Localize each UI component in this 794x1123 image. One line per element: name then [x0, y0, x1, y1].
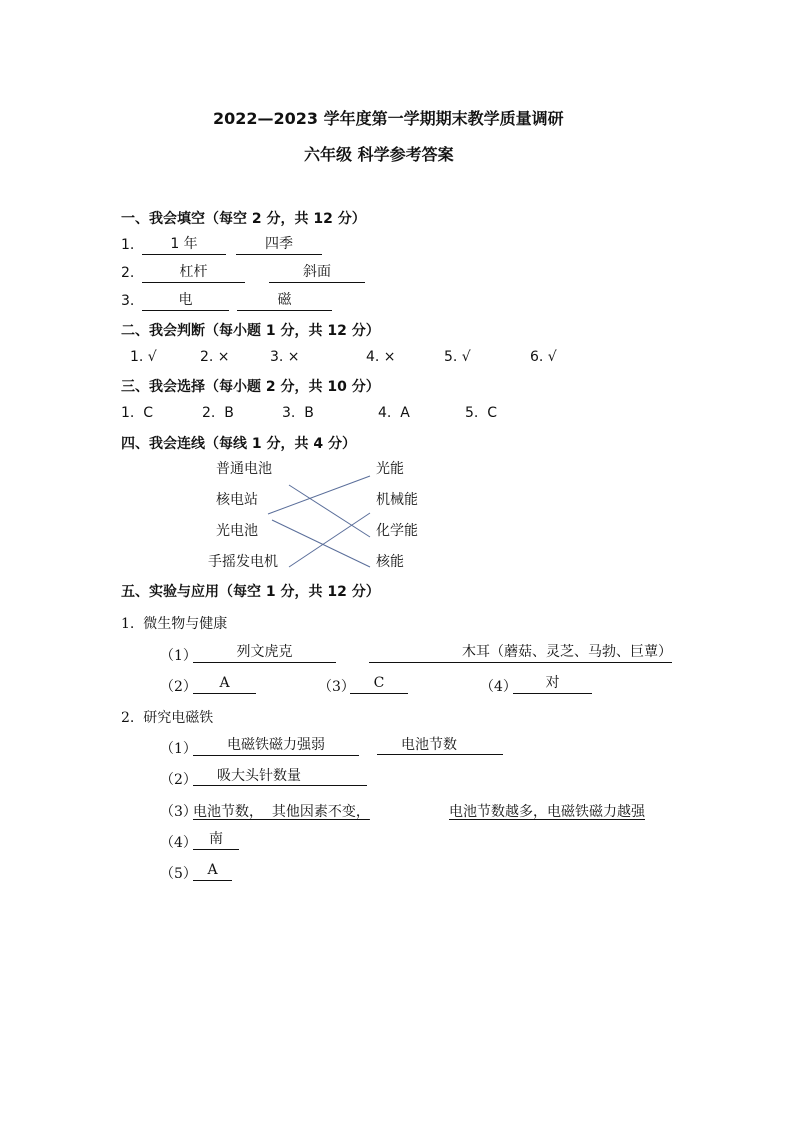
s5-q1-answer-2: 木耳（蘑菇、灵芝、马勃、巨蕈）	[369, 644, 672, 663]
s1-q2-number: 2.	[121, 265, 135, 281]
s4-left-item-1: 普通电池	[216, 461, 272, 477]
match-line-crank	[289, 513, 370, 567]
s1-q1-number: 1.	[121, 237, 135, 253]
s4-left-item-4: 手摇发电机	[208, 554, 278, 570]
s4-right-item-4: 核能	[376, 554, 404, 570]
s5-q1-answer-5: 对	[513, 675, 592, 694]
s4-right-item-3: 化学能	[376, 523, 418, 539]
s5-q1-answer-4: C	[350, 675, 408, 694]
match-line-nuclear	[289, 485, 370, 537]
s1-q3-number: 3.	[121, 293, 135, 309]
s1-q2-answer-a: 杠杆	[142, 264, 245, 283]
page-subtitle: 六年级 科学参考答案	[304, 145, 454, 164]
s5-q2-answer-3a: 电池节数， 其他因素不变，	[193, 804, 370, 820]
s2-item-2: 2. ×	[200, 349, 230, 365]
s1-q1-answer-b: 四季	[236, 236, 322, 255]
s2-item-4: 4. ×	[366, 349, 396, 365]
s5-q2-answer-2: 吸大头针数量	[193, 768, 367, 786]
s5-q2-answer-3b: 电池节数越多，电磁铁磁力越强	[449, 804, 645, 820]
s5-q1-answer-3: A	[193, 675, 256, 694]
s5-q2-answer-1a: 电磁铁磁力强弱	[193, 737, 359, 756]
s1-q1-answer-a: 1 年	[142, 236, 226, 255]
s5-q1-part3-label: （3）	[318, 679, 355, 695]
s5-q1-title: 1. 微生物与健康	[121, 616, 228, 632]
match-line-solar	[268, 476, 370, 514]
section-2-header: 二、我会判断（每小题 1 分，共 12 分）	[121, 323, 380, 339]
s5-q1-part1-label: （1）	[160, 648, 197, 664]
s5-q2-part3-label: （3）	[160, 804, 197, 820]
s5-q1-answer-1: 列文虎克	[193, 644, 336, 663]
s5-q2-answer-1b: 电池节数	[377, 737, 503, 755]
s3-item-2: 2. B	[202, 405, 234, 421]
s3-item-5: 5. C	[465, 405, 498, 421]
s2-item-5: 5. √	[444, 349, 471, 365]
page-title: 2022—2023 学年度第一学期期末教学质量调研	[213, 109, 564, 128]
s4-left-item-3: 光电池	[216, 523, 258, 539]
s4-left-item-2: 核电站	[216, 492, 258, 508]
s5-q2-answer-5: A	[193, 862, 232, 881]
s1-q3-answer-a: 电	[142, 292, 229, 311]
s1-q2-answer-b: 斜面	[269, 264, 365, 283]
s5-q2-part4-label: （4）	[160, 835, 197, 851]
s5-q1-part4-label: （4）	[480, 679, 517, 695]
s5-q2-answer-4: 南	[193, 831, 239, 850]
section-5-header: 五、实验与应用（每空 1 分，共 12 分）	[121, 584, 380, 600]
s2-item-6: 6. √	[530, 349, 557, 365]
s4-right-item-2: 机械能	[376, 492, 418, 508]
s5-q1-part2-label: （2）	[160, 679, 197, 695]
s2-item-3: 3. ×	[270, 349, 300, 365]
s5-q2-part1-label: （1）	[160, 741, 197, 757]
s3-item-4: 4. A	[378, 405, 410, 421]
s5-q2-part2-label: （2）	[160, 772, 197, 788]
s5-q2-title: 2. 研究电磁铁	[121, 710, 214, 726]
section-1-header: 一、我会填空（每空 2 分，共 12 分）	[121, 211, 366, 227]
s3-item-1: 1. C	[121, 405, 154, 421]
s4-right-item-1: 光能	[376, 461, 404, 477]
s3-item-3: 3. B	[282, 405, 314, 421]
s1-q3-answer-b: 磁	[237, 292, 332, 311]
s5-q2-part5-label: （5）	[160, 866, 197, 882]
section-4-header: 四、我会连线（每线 1 分，共 4 分）	[121, 436, 356, 452]
section-3-header: 三、我会选择（每小题 2 分，共 10 分）	[121, 379, 380, 395]
s2-item-1: 1. √	[130, 349, 157, 365]
